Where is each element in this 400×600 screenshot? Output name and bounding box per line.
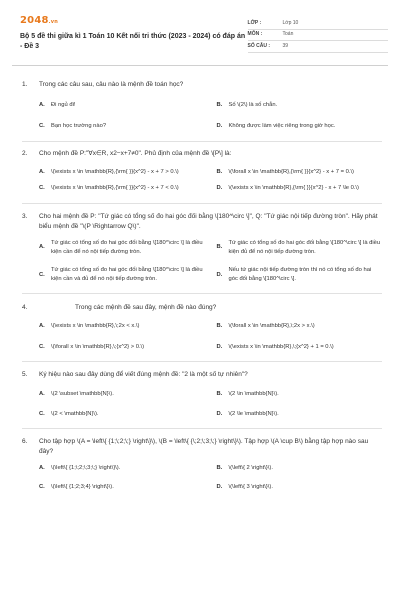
question-number: 4. xyxy=(22,303,28,311)
option-c[interactable] xyxy=(39,184,205,193)
info-table xyxy=(248,18,388,53)
option-text: \(\exists x \in \mathbb{R},\;2x < x.\) xyxy=(51,323,140,330)
option-letter: B. xyxy=(216,101,223,108)
option-letter: A. xyxy=(39,101,45,108)
question-3 xyxy=(12,204,388,284)
option-c[interactable] xyxy=(39,483,205,492)
info-row-count xyxy=(248,41,388,53)
question-number: 2. xyxy=(22,150,28,158)
options-grid xyxy=(22,168,382,193)
option-text: Tứ giác có tổng số đo hai góc đối bằng \[180^\circ \] là điều kiện cần và đủ để nó nội tiếp đường tròn. xyxy=(51,267,203,282)
option-a[interactable] xyxy=(39,390,205,399)
option-text: \(\exists x \in \mathbb{R},\;{x^2} + 1 = 0.\) xyxy=(228,343,334,350)
question-stem xyxy=(22,80,382,89)
option-text: \(\exists x \in \mathbb{R},{\rm{ }}{x^2} - x + 7 > 0.\) xyxy=(51,168,179,175)
option-text: \(2 < \mathbb{N}\). xyxy=(51,410,99,417)
info-key: MÔN : xyxy=(247,31,263,38)
option-letter: D. xyxy=(216,122,223,129)
question-4 xyxy=(12,294,388,352)
option-c[interactable] xyxy=(39,122,205,131)
option-text: Bạn học trường nào? xyxy=(51,122,107,129)
option-text: \(\forall x \in \mathbb{R},\;{x^2} > 0.\) xyxy=(51,343,145,350)
option-text: \(2 \le \mathbb{N}\). xyxy=(228,410,279,417)
option-text: \(\exists x \in \mathbb{R},{\rm{ }}{x^2} - x + 7 < 0.\) xyxy=(51,185,179,192)
option-letter: A. xyxy=(39,244,45,251)
worksheet-header xyxy=(12,16,388,53)
question-stem xyxy=(22,212,382,231)
header-left xyxy=(20,16,248,52)
question-text: Ký hiệu nào sau đây dùng để viết đúng mệnh đề: "2 là một số tự nhiên"? xyxy=(39,371,248,379)
option-letter: B. xyxy=(216,244,223,251)
option-letter: C. xyxy=(39,271,45,278)
option-b[interactable] xyxy=(217,168,383,177)
question-text: Cho mệnh đề P:"∀x∈R, x2−x+7≠0". Phủ định của mệnh đề \[P\] là: xyxy=(39,150,232,158)
question-number: 3. xyxy=(22,213,28,221)
logo-suffix: .vn xyxy=(48,19,58,25)
option-letter: A. xyxy=(39,390,45,397)
question-6 xyxy=(12,429,388,491)
site-logo[interactable] xyxy=(20,16,248,26)
option-b[interactable] xyxy=(217,390,383,399)
option-a[interactable] xyxy=(39,101,205,110)
option-text: Số \(2\) là số chẵn. xyxy=(228,101,278,108)
option-text: \(\forall x \in \mathbb{R},{\rm{ }}{x^2} - x + 7 = 0.\) xyxy=(228,168,354,175)
question-2 xyxy=(12,142,388,193)
info-row-class xyxy=(248,18,388,30)
option-text: Nếu tứ giác nội tiếp đường tròn thì nó có tổng số đo hai góc đối bằng \[180^\circ \]. xyxy=(228,267,372,282)
option-d[interactable] xyxy=(217,122,383,131)
option-letter: B. xyxy=(216,390,223,397)
option-d[interactable] xyxy=(217,483,383,492)
options-grid xyxy=(22,239,382,284)
option-letter: B. xyxy=(216,465,223,472)
question-number: 1. xyxy=(22,80,28,88)
option-letter: D. xyxy=(216,271,223,278)
option-text: \(\left\{ {1;\;2;\;3;\;} \right\}\). xyxy=(51,465,121,472)
option-letter: C. xyxy=(39,410,45,417)
option-text: \(2 \in \mathbb{N}\). xyxy=(228,390,279,397)
option-text: \(\exists x \in \mathbb{R},{\rm{ }}{x^2} - x + 7 \le 0.\) xyxy=(228,185,359,192)
options-grid xyxy=(22,390,382,418)
option-letter: C. xyxy=(39,343,45,350)
question-1 xyxy=(12,66,388,131)
option-text: Không được làm việc riêng trong giờ học. xyxy=(228,122,336,129)
info-value: Toán xyxy=(282,31,294,38)
option-letter: C. xyxy=(39,122,45,129)
info-key: LỚP : xyxy=(247,19,262,26)
option-text: \(2 \subset \mathbb{N}\). xyxy=(51,390,114,397)
option-letter: A. xyxy=(39,168,45,175)
document-title: Bộ 5 đề thi giữa kì 1 Toán 10 Kết nối tri thức (2023 - 2024) có đáp án - Đề 3 xyxy=(20,33,246,51)
question-stem xyxy=(22,303,382,312)
option-letter: D. xyxy=(216,343,223,350)
option-letter: C. xyxy=(39,185,45,192)
option-letter: A. xyxy=(39,323,45,330)
question-text: Cho tập hợp \(A = \left\{ {1;\;2;\;} \right\}\), \(B = \left\{ {\;2;\;3;\;} \right\}\). Tập hợp \(A \cup B\) bằng tập hợp nào sau đây? xyxy=(39,438,369,455)
option-d[interactable] xyxy=(217,266,383,283)
question-stem xyxy=(22,149,382,158)
option-letter: C. xyxy=(39,483,45,490)
option-a[interactable] xyxy=(39,168,205,177)
option-text: Tứ giác có tổng số đo hai góc đối bằng \[180^\circ \] là điều kiện đủ để nó nội tiếp đường tròn. xyxy=(228,239,381,255)
logo-text: 2048 xyxy=(20,15,49,26)
options-grid xyxy=(22,322,382,351)
question-5 xyxy=(12,362,388,418)
question-number: 5. xyxy=(22,371,28,379)
option-b[interactable] xyxy=(217,464,383,473)
option-text: \(\forall x \in \mathbb{R},\;2x > x.\) xyxy=(228,323,315,330)
option-c[interactable] xyxy=(39,266,205,283)
option-text: \(\left\{ 2 \right\}\). xyxy=(228,465,273,472)
option-c[interactable] xyxy=(39,343,205,352)
options-grid xyxy=(22,464,382,491)
options-grid xyxy=(22,101,382,130)
option-letter: D. xyxy=(216,483,223,490)
question-text: Trong các câu sau, câu nào là mệnh đề toán học? xyxy=(39,80,184,88)
question-text: Cho hai mệnh đề P: "Tứ giác có tổng số đo hai góc đối bằng \[180^\circ \]", Q: "Tứ giác nội tiếp đường tròn". Hãy phát biểu mệnh đề "\(P \Rightarrow Q\)". xyxy=(39,213,378,230)
info-value: 39 xyxy=(282,42,289,49)
option-text: Tứ giác có tổng số đo hai góc đối bằng \[180^\circ \] là điều kiện cần để nó nội tiếp đường tròn. xyxy=(51,239,203,255)
option-a[interactable] xyxy=(39,322,205,331)
option-c[interactable] xyxy=(39,410,205,419)
option-letter: A. xyxy=(39,465,45,472)
option-b[interactable] xyxy=(217,101,383,110)
option-text: \(\left\{ 3 \right\}\). xyxy=(228,483,273,490)
option-text: \(\left\{ {1;2;3;4} \right\}\). xyxy=(51,483,114,490)
option-letter: D. xyxy=(216,410,223,417)
option-d[interactable] xyxy=(217,184,383,193)
option-b[interactable] xyxy=(217,322,383,331)
option-letter: D. xyxy=(216,185,223,192)
question-text: Trong các mệnh đề sau đây, mệnh đề nào đúng? xyxy=(75,303,217,311)
option-letter: B. xyxy=(216,323,223,330)
option-d[interactable] xyxy=(217,410,383,419)
info-row-subject xyxy=(248,30,388,42)
option-text: Đi ngủ đi! xyxy=(51,101,76,108)
info-key: SỐ CÂU : xyxy=(247,42,271,49)
option-d[interactable] xyxy=(217,343,383,352)
option-a[interactable] xyxy=(39,464,205,473)
question-stem xyxy=(22,437,382,456)
option-b[interactable] xyxy=(217,239,383,256)
info-value: Lớp 10 xyxy=(282,19,299,26)
question-stem xyxy=(22,370,382,379)
question-number: 6. xyxy=(22,438,28,446)
option-letter: B. xyxy=(216,168,223,175)
option-a[interactable] xyxy=(39,239,205,256)
